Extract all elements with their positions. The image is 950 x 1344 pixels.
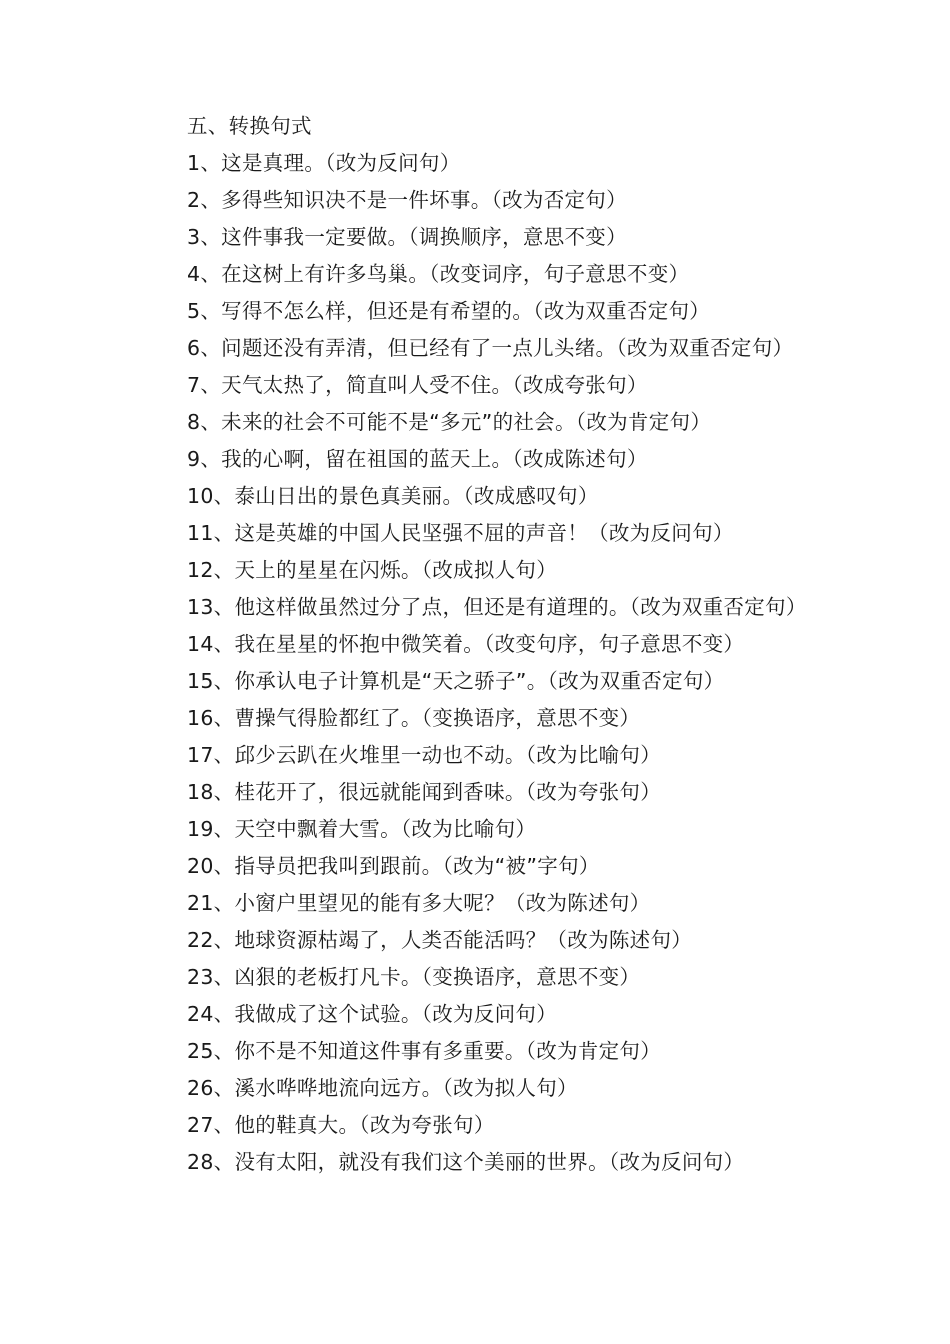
exercise-item: 27、他的鞋真大。（改为夸张句）	[187, 1113, 495, 1137]
exercise-item: 22、地球资源枯竭了，人类否能活吗？（改为陈述句）	[187, 928, 693, 952]
exercise-item: 6、问题还没有弄清，但已经有了一点儿头绪。（改为双重否定句）	[187, 336, 794, 360]
exercise-item: 21、小窗户里望见的能有多大呢？（改为陈述句）	[187, 891, 651, 915]
exercise-item: 2、多得些知识决不是一件坏事。（改为否定句）	[187, 188, 627, 212]
exercise-item: 19、天空中飘着大雪。（改为比喻句）	[187, 817, 537, 841]
exercise-item: 11、这是英雄的中国人民坚强不屈的声音！（改为反问句）	[187, 521, 734, 545]
exercise-item: 16、曹操气得脸都红了。（变换语序，意思不变）	[187, 706, 641, 730]
exercise-item: 20、指导员把我叫到跟前。（改为“被”字句）	[187, 854, 600, 878]
exercise-item: 18、桂花开了，很远就能闻到香味。（改为夸张句）	[187, 780, 662, 804]
exercise-item: 12、天上的星星在闪烁。（改成拟人句）	[187, 558, 558, 582]
exercise-item: 7、天气太热了，简直叫人受不住。（改成夸张句）	[187, 373, 648, 397]
exercise-item: 5、写得不怎么样，但还是有希望的。（改为双重否定句）	[187, 299, 711, 323]
section-heading: 五、转换句式	[187, 114, 312, 138]
exercise-item: 4、在这树上有许多鸟巢。（改变词序，句子意思不变）	[187, 262, 690, 286]
exercise-item: 13、他这样做虽然过分了点，但还是有道理的。（改为双重否定句）	[187, 595, 807, 619]
exercise-item: 3、这件事我一定要做。（调换顺序，意思不变）	[187, 225, 627, 249]
exercise-item: 10、泰山日出的景色真美丽。（改成感叹句）	[187, 484, 599, 508]
exercise-item: 15、你承认电子计算机是“天之骄子”。（改为双重否定句）	[187, 669, 725, 693]
exercise-list	[144, 108, 834, 1181]
exercise-item: 14、我在星星的怀抱中微笑着。（改变句序，句子意思不变）	[187, 632, 745, 656]
exercise-item: 25、你不是不知道这件事有多重要。（改为肯定句）	[187, 1039, 662, 1063]
exercise-item: 23、凶狠的老板打凡卡。（变换语序，意思不变）	[187, 965, 641, 989]
exercise-item: 24、我做成了这个试验。（改为反问句）	[187, 1002, 558, 1026]
exercise-item: 28、没有太阳，就没有我们这个美丽的世界。（改为反问句）	[187, 1150, 745, 1174]
exercise-item: 8、未来的社会不可能不是“多元”的社会。（改为肯定句）	[187, 410, 712, 434]
exercise-item: 17、邱少云趴在火堆里一动也不动。（改为比喻句）	[187, 743, 662, 767]
exercise-item: 9、我的心啊，留在祖国的蓝天上。（改成陈述句）	[187, 447, 648, 471]
exercise-item: 1、这是真理。（改为反问句）	[187, 151, 461, 175]
exercise-item: 26、溪水哗哗地流向远方。（改为拟人句）	[187, 1076, 578, 1100]
